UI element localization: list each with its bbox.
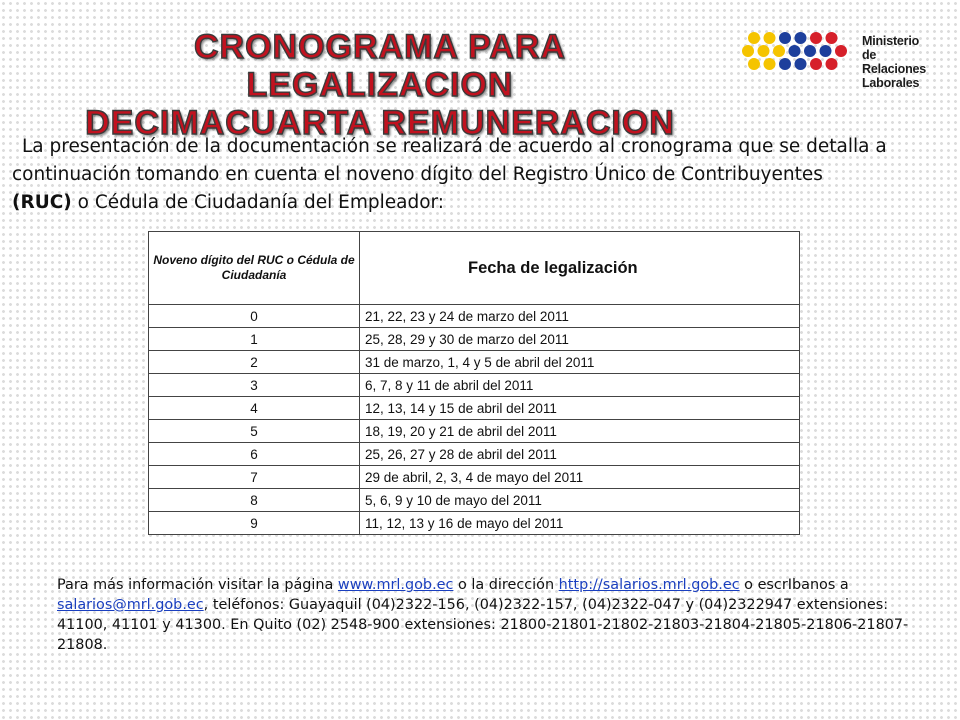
- row-date: 25, 28, 29 y 30 de marzo del 2011: [360, 328, 800, 351]
- title-line-1: CRONOGRAMA PARA LEGALIZACION: [194, 28, 566, 104]
- footer-text-2: o la dirección: [453, 577, 559, 593]
- row-digit: 9: [149, 512, 360, 535]
- ministerio-logo: [738, 30, 938, 100]
- row-digit: 1: [149, 328, 360, 351]
- row-date: 5, 6, 9 y 10 de mayo del 2011: [360, 489, 800, 512]
- intro-line-2: continuación tomando en cuenta el noveno dígito del Registro Único de Contribuyentes: [12, 164, 823, 185]
- page-title: [60, 28, 700, 142]
- intro-line-3: o Cédula de Ciudadanía del Empleador:: [71, 192, 445, 213]
- header-date: Fecha de legalización: [360, 232, 800, 305]
- table-row: [149, 351, 800, 374]
- header-digit: Noveno dígito del RUC o Cédula de Ciudadanía: [149, 232, 360, 305]
- intro-ruc: (RUC): [12, 192, 72, 213]
- row-digit: 0: [149, 305, 360, 328]
- intro-paragraph: [12, 133, 947, 217]
- logo-line-2: de Relaciones: [862, 48, 927, 76]
- table-row: [149, 397, 800, 420]
- row-digit: 3: [149, 374, 360, 397]
- footer-text-1: Para más información visitar la página: [57, 577, 338, 593]
- table-row: [149, 420, 800, 443]
- email-link[interactable]: salarios@mrl.gob.ec: [57, 597, 204, 613]
- footer-text-3: o escrIbanos a: [739, 577, 849, 593]
- row-digit: 6: [149, 443, 360, 466]
- row-date: 29 de abril, 2, 3, 4 de mayo del 2011: [360, 466, 800, 489]
- row-digit: 7: [149, 466, 360, 489]
- logo-text: [862, 34, 938, 90]
- row-digit: 8: [149, 489, 360, 512]
- footer-text-4: , teléfonos: Guayaquil (04)2322-156, (04)2322-157, (04)2322-047 y (04)2322947 extensiones: 41100, 41101 y 41300. En Quito (02) 2548-900 extensiones: 21800-21801-21802-21803-21804-21805-21806-21807-21808.: [57, 597, 909, 653]
- row-date: 11, 12, 13 y 16 de mayo del 2011: [360, 512, 800, 535]
- row-digit: 5: [149, 420, 360, 443]
- table-row: [149, 328, 800, 351]
- intro-line-1: La presentación de la documentación se realizará de acuerdo al cronograma que se detalla a: [22, 136, 887, 157]
- row-date: 25, 26, 27 y 28 de abril del 2011: [360, 443, 800, 466]
- title-line-2: DECIMACUARTA REMUNERACION: [85, 104, 675, 142]
- website-link[interactable]: www.mrl.gob.ec: [337, 577, 454, 593]
- row-date: 12, 13, 14 y 15 de abril del 2011: [360, 397, 800, 420]
- logo-line-3: Laborales: [862, 76, 920, 90]
- table-row: [149, 466, 800, 489]
- salarios-link[interactable]: http://salarios.mrl.gob.ec: [558, 577, 740, 593]
- table-row: [149, 512, 800, 535]
- row-date: 31 de marzo, 1, 4 y 5 de abril del 2011: [360, 351, 800, 374]
- schedule-table: [148, 231, 800, 535]
- row-date: 6, 7, 8 y 11 de abril del 2011: [360, 374, 800, 397]
- row-date: 18, 19, 20 y 21 de abril del 2011: [360, 420, 800, 443]
- table-row: [149, 443, 800, 466]
- row-digit: 4: [149, 397, 360, 420]
- table-header-row: [149, 232, 800, 305]
- row-digit: 2: [149, 351, 360, 374]
- row-date: 21, 22, 23 y 24 de marzo del 2011: [360, 305, 800, 328]
- table-row: [149, 305, 800, 328]
- footer-info: [57, 575, 917, 655]
- schedule-table-body: [149, 305, 800, 535]
- table-row: [149, 489, 800, 512]
- table-row: [149, 374, 800, 397]
- logo-dots-icon: [738, 30, 858, 100]
- logo-line-1: Ministerio: [862, 34, 920, 48]
